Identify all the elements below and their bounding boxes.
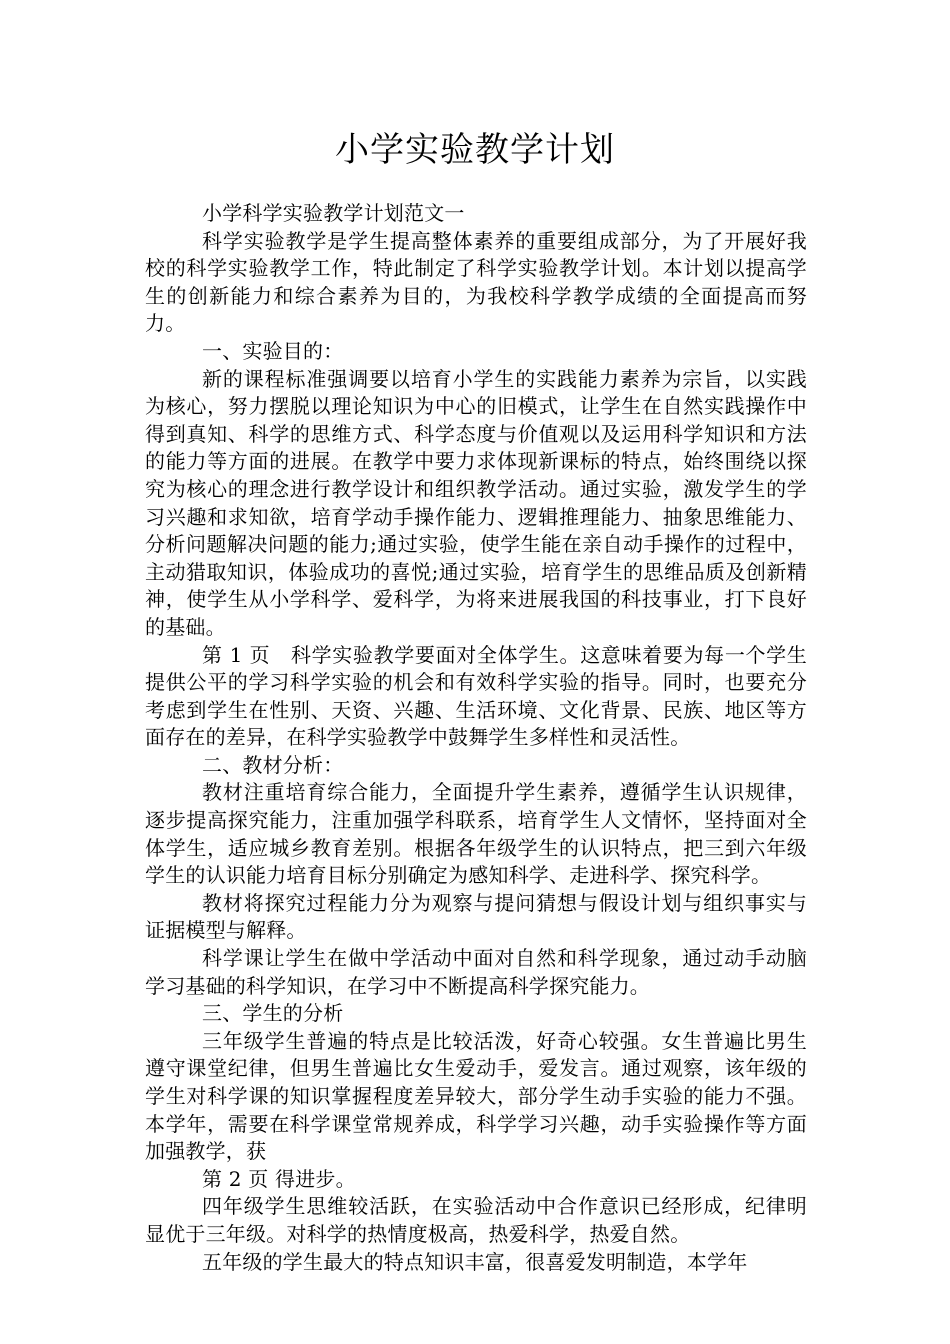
document-body [145,200,807,1276]
paragraph-inquiry-process: 教材将探究过程能力分为观察与提问猜想与假设计划与组织事实与证据模型与解释。 [145,890,807,943]
paragraph-grade-five: 五年级的学生最大的特点知识丰富，很喜爱发明制造，本学年 [202,1249,748,1274]
paragraph-textbook: 教材注重培育综合能力，全面提升学生素养，遵循学生认识规律，逐步提高探究能力，注重加强学科联系，培育学生人文情怀，坚持面对全体学生，适应城乡教育差别。根据各年级学生的认识特点，把三到六年级学生的认识能力培育目标分别确定为感知科学、走进科学、探究科学。 [145,780,807,888]
section-heading-students: 三、学生的分析 [202,1001,344,1026]
paragraph-grade-three: 三年级学生普遍的特点是比较活泼，好奇心较强。女生普遍比男生遵守课堂纪律，但男生普遍比女生爱动手，爱发言。通过观察，该年级的学生对科学课的知识掌握程度差异较大，部分学生动手实验的能力不强。本学年，需要在科学课堂常规养成，科学学习兴趣，动手实验操作等方面加强教学，获 [145,1028,807,1164]
document-title: 小学实验教学计划 [335,130,615,170]
section-heading-textbook: 二、教材分析： [202,752,344,777]
paragraph-grade-four: 四年级学生思维较活跃，在实验活动中合作意识已经形成，纪律明显优于三年级。对科学的热情度极高，热爱科学，热爱自然。 [145,1194,807,1246]
paragraph-all-students: 第 1 页 科学实验教学要面对全体学生。这意味着要为每一个学生提供公平的学习科学实验的机会和有效科学实验的指导。同时，也要充分考虑到学生在性别、天资、兴趣、生活环境、文化背景、民族、地区等方面存在的差异，在科学实验教学中鼓舞学生多样性和灵活性。 [145,642,807,750]
paragraph-subtitle: 小学科学实验教学计划范文一 [202,201,465,225]
section-heading-purpose: 一、实验目的： [202,338,344,363]
paragraph-intro: 科学实验教学是学生提高整体素养的重要组成部分，为了开展好我校的科学实验教学工作，特此制定了科学实验教学计划。本计划以提高学生的创新能力和综合素养为目的，为我校科学教学成绩的全面提高而努力。 [145,228,807,336]
paragraph-page-two: 第 2 页 得进步。 [202,1166,356,1191]
paragraph-purpose: 新的课程标准强调要以培育小学生的实践能力素养为宗旨，以实践为核心，努力摆脱以理论知识为中心的旧模式，让学生在自然实践操作中得到真知、科学的思维方式、科学态度与价值观以及运用科学知识和方法的能力等方面的进展。在教学中要力求体现新课标的特点，始终围绕以探究为核心的理念进行教学设计和组织教学活动。通过实验，激发学生的学习兴趣和求知欲，培育学动手操作能力、逻辑推理能力、抽象思维能力、分析问题解决问题的能力;通过实验，使学生能在亲自动手操作的过程中，主动猎取知识，体验成功的喜悦;通过实验，培育学生的思维品质及创新精神，使学生从小学科学、爱科学，为将来进展我国的科技事业，打下良好的基础。 [145,366,807,639]
paragraph-science-class: 科学课让学生在做中学活动中面对自然和科学现象，通过动手动脑学习基础的科学知识，在学习中不断提高科学探究能力。 [145,946,807,998]
